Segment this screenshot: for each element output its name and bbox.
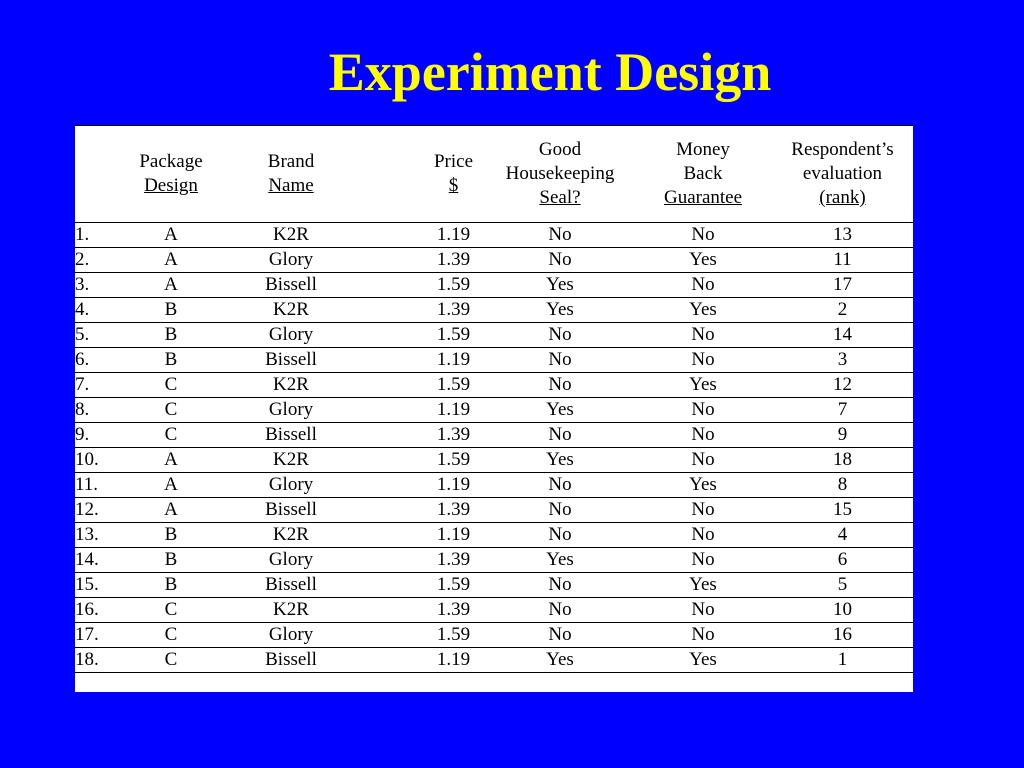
cell-brand-name: K2R: [221, 373, 361, 398]
header-guarantee-line-2: Back: [683, 163, 723, 184]
cell-brand-name: Bissell: [221, 348, 361, 373]
cell-package-design: A: [121, 223, 221, 248]
cell-housekeeping-seal: Yes: [486, 548, 634, 573]
cell-money-back-guarantee: No: [634, 623, 772, 648]
cell-evaluation-rank: 12: [772, 373, 913, 398]
cell-price: 1.19: [361, 473, 486, 498]
cell-brand-name: K2R: [221, 523, 361, 548]
cell-evaluation-rank: 17: [772, 273, 913, 298]
cell-price: 1.19: [361, 398, 486, 423]
cell-price: 1.19: [361, 648, 486, 673]
cell-brand-name: Bissell: [221, 423, 361, 448]
cell-evaluation-rank: 9: [772, 423, 913, 448]
cell-housekeeping-seal: No: [486, 523, 634, 548]
header-seal-line-1: Good: [538, 139, 582, 160]
cell-money-back-guarantee: Yes: [634, 298, 772, 323]
cell-evaluation-rank: 14: [772, 323, 913, 348]
table-row: [75, 273, 913, 298]
cell-row-number: 2.: [75, 248, 121, 273]
header-guarantee-line-3: Guarantee: [663, 187, 743, 208]
header-evaluation-line-1: Respondent’s: [791, 139, 894, 160]
cell-evaluation-rank: 15: [772, 498, 913, 523]
cell-brand-name: K2R: [221, 298, 361, 323]
cell-evaluation-rank: 3: [772, 348, 913, 373]
cell-housekeeping-seal: No: [486, 223, 634, 248]
cell-money-back-guarantee: No: [634, 548, 772, 573]
header-brand-name: [221, 126, 361, 223]
cell-money-back-guarantee: Yes: [634, 648, 772, 673]
cell-housekeeping-seal: Yes: [486, 648, 634, 673]
cell-evaluation-rank: 8: [772, 473, 913, 498]
cell-row-number: 5.: [75, 323, 121, 348]
header-housekeeping-seal: [486, 126, 634, 223]
table-row: [75, 448, 913, 473]
cell-housekeeping-seal: Yes: [486, 448, 634, 473]
header-brand-line-2: Name: [268, 175, 314, 196]
cell-brand-name: Glory: [221, 323, 361, 348]
cell-package-design: C: [121, 598, 221, 623]
cell-evaluation-rank: 16: [772, 623, 913, 648]
cell-housekeeping-seal: No: [486, 473, 634, 498]
cell-row-number: 11.: [75, 473, 121, 498]
header-row-number: [75, 126, 121, 223]
header-price-line-2: $: [448, 175, 459, 196]
cell-evaluation-rank: 5: [772, 573, 913, 598]
cell-row-number: 3.: [75, 273, 121, 298]
cell-package-design: B: [121, 348, 221, 373]
cell-money-back-guarantee: No: [634, 348, 772, 373]
cell-housekeeping-seal: No: [486, 248, 634, 273]
cell-price: 1.59: [361, 373, 486, 398]
cell-package-design: C: [121, 423, 221, 448]
cell-price: 1.19: [361, 348, 486, 373]
cell-brand-name: Bissell: [221, 573, 361, 598]
header-evaluation-line-3: (rank): [819, 187, 866, 208]
header-price: [361, 126, 486, 223]
cell-row-number: 15.: [75, 573, 121, 598]
cell-package-design: C: [121, 623, 221, 648]
cell-row-number: 9.: [75, 423, 121, 448]
cell-price: 1.39: [361, 498, 486, 523]
cell-package-design: B: [121, 548, 221, 573]
header-respondent-evaluation: [772, 126, 913, 223]
table-row: [75, 423, 913, 448]
cell-money-back-guarantee: No: [634, 598, 772, 623]
cell-row-number: 16.: [75, 598, 121, 623]
table-row: [75, 548, 913, 573]
header-price-line-1: Price: [433, 151, 474, 172]
cell-money-back-guarantee: Yes: [634, 373, 772, 398]
page-title: Experiment Design: [328, 42, 772, 102]
cell-evaluation-rank: 18: [772, 448, 913, 473]
cell-housekeeping-seal: Yes: [486, 298, 634, 323]
table-row: [75, 473, 913, 498]
table-row: [75, 323, 913, 348]
cell-evaluation-rank: 13: [772, 223, 913, 248]
cell-money-back-guarantee: Yes: [634, 473, 772, 498]
blank-cell: [75, 673, 913, 694]
header-evaluation-line-2: evaluation: [802, 163, 883, 184]
table-row: [75, 298, 913, 323]
table-row: [75, 248, 913, 273]
experiment-table-panel: [75, 125, 913, 692]
cell-package-design: A: [121, 273, 221, 298]
table-blank-row: [75, 673, 913, 694]
cell-package-design: B: [121, 323, 221, 348]
cell-housekeeping-seal: No: [486, 348, 634, 373]
cell-money-back-guarantee: No: [634, 273, 772, 298]
cell-money-back-guarantee: No: [634, 423, 772, 448]
cell-price: 1.19: [361, 523, 486, 548]
table-row: [75, 648, 913, 673]
header-package-design: [121, 126, 221, 223]
cell-row-number: 8.: [75, 398, 121, 423]
cell-evaluation-rank: 1: [772, 648, 913, 673]
cell-housekeeping-seal: No: [486, 373, 634, 398]
cell-brand-name: Glory: [221, 623, 361, 648]
cell-row-number: 12.: [75, 498, 121, 523]
cell-brand-name: Glory: [221, 473, 361, 498]
table-row: [75, 598, 913, 623]
cell-money-back-guarantee: Yes: [634, 573, 772, 598]
cell-brand-name: K2R: [221, 598, 361, 623]
cell-price: 1.39: [361, 248, 486, 273]
cell-row-number: 14.: [75, 548, 121, 573]
cell-money-back-guarantee: No: [634, 498, 772, 523]
cell-housekeeping-seal: No: [486, 598, 634, 623]
cell-evaluation-rank: 4: [772, 523, 913, 548]
cell-brand-name: K2R: [221, 448, 361, 473]
table-row: [75, 348, 913, 373]
cell-row-number: 18.: [75, 648, 121, 673]
cell-housekeeping-seal: No: [486, 423, 634, 448]
cell-evaluation-rank: 7: [772, 398, 913, 423]
cell-brand-name: Bissell: [221, 273, 361, 298]
cell-money-back-guarantee: No: [634, 223, 772, 248]
cell-row-number: 4.: [75, 298, 121, 323]
cell-money-back-guarantee: No: [634, 323, 772, 348]
cell-brand-name: Glory: [221, 548, 361, 573]
cell-price: 1.59: [361, 323, 486, 348]
cell-price: 1.39: [361, 298, 486, 323]
table-row: [75, 398, 913, 423]
cell-price: 1.59: [361, 573, 486, 598]
cell-package-design: A: [121, 498, 221, 523]
table-row: [75, 223, 913, 248]
cell-price: 1.39: [361, 598, 486, 623]
experiment-design-table: [75, 125, 913, 693]
cell-housekeeping-seal: No: [486, 573, 634, 598]
table-body: [75, 223, 913, 694]
cell-package-design: C: [121, 398, 221, 423]
cell-package-design: B: [121, 523, 221, 548]
cell-price: 1.39: [361, 548, 486, 573]
cell-row-number: 17.: [75, 623, 121, 648]
cell-row-number: 1.: [75, 223, 121, 248]
cell-housekeeping-seal: Yes: [486, 398, 634, 423]
cell-row-number: 13.: [75, 523, 121, 548]
cell-price: 1.59: [361, 273, 486, 298]
cell-price: 1.19: [361, 223, 486, 248]
cell-evaluation-rank: 6: [772, 548, 913, 573]
cell-money-back-guarantee: No: [634, 523, 772, 548]
cell-housekeeping-seal: No: [486, 323, 634, 348]
cell-package-design: C: [121, 648, 221, 673]
cell-money-back-guarantee: Yes: [634, 248, 772, 273]
header-guarantee-line-1: Money: [676, 139, 730, 160]
cell-row-number: 6.: [75, 348, 121, 373]
table-row: [75, 623, 913, 648]
cell-housekeeping-seal: No: [486, 498, 634, 523]
cell-package-design: B: [121, 298, 221, 323]
cell-housekeeping-seal: No: [486, 623, 634, 648]
cell-evaluation-rank: 11: [772, 248, 913, 273]
header-seal-line-3: Seal?: [539, 187, 581, 208]
header-money-back-guarantee: [634, 126, 772, 223]
cell-brand-name: K2R: [221, 223, 361, 248]
cell-brand-name: Glory: [221, 398, 361, 423]
cell-package-design: A: [121, 248, 221, 273]
cell-evaluation-rank: 2: [772, 298, 913, 323]
header-seal-line-2: Housekeeping: [505, 163, 615, 184]
header-package-line-1: Package: [139, 151, 203, 172]
cell-row-number: 10.: [75, 448, 121, 473]
table-row: [75, 498, 913, 523]
table-row: [75, 373, 913, 398]
cell-price: 1.59: [361, 448, 486, 473]
cell-money-back-guarantee: No: [634, 448, 772, 473]
cell-package-design: A: [121, 473, 221, 498]
cell-evaluation-rank: 10: [772, 598, 913, 623]
cell-money-back-guarantee: No: [634, 398, 772, 423]
cell-package-design: B: [121, 573, 221, 598]
header-package-line-2: Design: [144, 175, 198, 196]
cell-package-design: A: [121, 448, 221, 473]
cell-brand-name: Glory: [221, 248, 361, 273]
cell-housekeeping-seal: Yes: [486, 273, 634, 298]
cell-price: 1.59: [361, 623, 486, 648]
table-header-row: [75, 126, 913, 223]
cell-brand-name: Bissell: [221, 648, 361, 673]
cell-row-number: 7.: [75, 373, 121, 398]
header-brand-line-1: Brand: [267, 151, 315, 172]
cell-brand-name: Bissell: [221, 498, 361, 523]
cell-package-design: C: [121, 373, 221, 398]
cell-price: 1.39: [361, 423, 486, 448]
table-row: [75, 573, 913, 598]
table-row: [75, 523, 913, 548]
